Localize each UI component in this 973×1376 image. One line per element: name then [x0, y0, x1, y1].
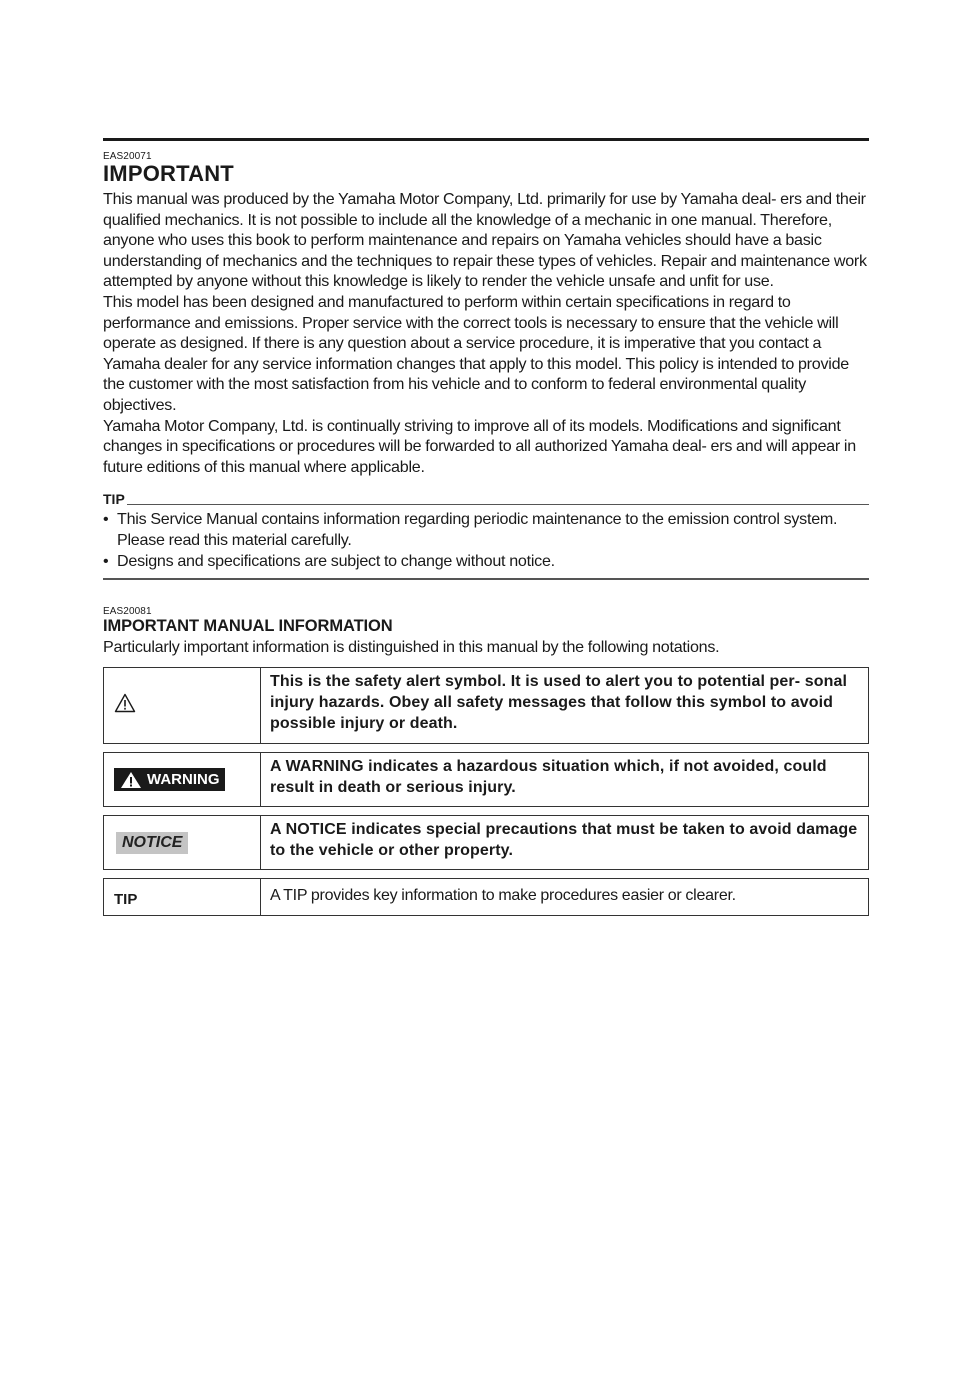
notation-symbol-cell	[104, 816, 261, 869]
notation-description: This is the safety alert symbol. It is used to alert you to potential per- sonal injury hazards. Obey all safety messages that follow this symbol to avoid possible injury or death.	[270, 673, 848, 732]
tip-bottom-rule	[103, 578, 869, 580]
tip-rule	[127, 504, 869, 505]
tip-box	[103, 491, 869, 580]
warning-badge-label: WARNING	[147, 771, 220, 789]
notation-row-notice	[103, 815, 869, 870]
manual-info-intro: Particularly important information is distinguished in this manual by the following notations.	[103, 638, 720, 657]
section-code: EAS20081	[103, 606, 152, 618]
notation-row-warning	[103, 752, 869, 807]
notation-description: A NOTICE indicates special precautions that must be taken to avoid damage to the vehicle or other property.	[270, 821, 858, 859]
bullet-icon: •	[103, 510, 109, 529]
notation-symbol-cell	[104, 753, 261, 806]
notation-row-safety-alert	[103, 667, 869, 744]
notation-description: A TIP provides key information to make procedures easier or clearer.	[270, 887, 736, 905]
section-title-important: IMPORTANT	[103, 161, 234, 186]
important-paragraph-2: This model has been designed and manufactured to perform within certain specifications in regard to performance and emissions. Proper service with the correct tools is necessary to ensure that the vehicle will operate as designed. If there is any question about a service procedure, it is imperative that you contact a Yamaha dealer for any service information changes that apply to this model. This policy is intended to provide the customer with the most satisfaction from his vehicle and to conform to federal environmental quality objectives.	[103, 292, 849, 414]
notation-symbol-cell	[104, 879, 261, 915]
tip-item-text: This Service Manual contains information regarding periodic maintenance to the emission control system. Please read this material carefully.	[117, 510, 838, 549]
tip-item	[103, 551, 869, 572]
important-paragraph-1: This manual was produced by the Yamaha Motor Company, Ltd. primarily for use by Yamaha deal- ers and their qualified mechanics. It is not possible to include all the knowledge of a mechanic in one manual. Therefore, anyone who uses this book to perform maintenance and repairs on Yamaha vehicles should have a basic understanding of mechanics and the techniques to repair these types of vehicles. Repair and maintenance work attempted by anyone without this knowledge is likely to render the vehicle unsafe and unfit for use.	[103, 190, 867, 291]
warning-badge	[114, 768, 225, 791]
safety-alert-icon	[114, 693, 136, 718]
warning-triangle-icon	[120, 771, 142, 789]
notation-symbol-cell	[104, 668, 261, 743]
tip-item-text: Designs and specifications are subject to change without notice.	[117, 551, 555, 570]
notation-row-tip	[103, 878, 869, 916]
notice-badge: NOTICE	[116, 832, 188, 854]
section-code: EAS20071	[103, 151, 152, 162]
bullet-icon: •	[103, 551, 109, 570]
top-rule	[103, 138, 869, 141]
tip-list	[103, 509, 869, 571]
tip-label: TIP	[103, 491, 125, 508]
manual-page	[103, 138, 869, 916]
important-paragraph-3: Yamaha Motor Company, Ltd. is continually striving to improve all of its models. Modifications and significant changes in specifications or procedures will be forwarded to all authorized Yamaha deal- ers and will appear in future editions of this manual where applicable.	[103, 416, 856, 476]
tip-item	[103, 509, 869, 550]
notation-description: A WARNING indicates a hazardous situation which, if not avoided, could result in death or serious injury.	[270, 758, 827, 796]
tip-notation-label: TIP	[114, 890, 138, 908]
tip-header	[103, 491, 869, 507]
section-title-manual-info: IMPORTANT MANUAL INFORMATION	[103, 617, 393, 636]
